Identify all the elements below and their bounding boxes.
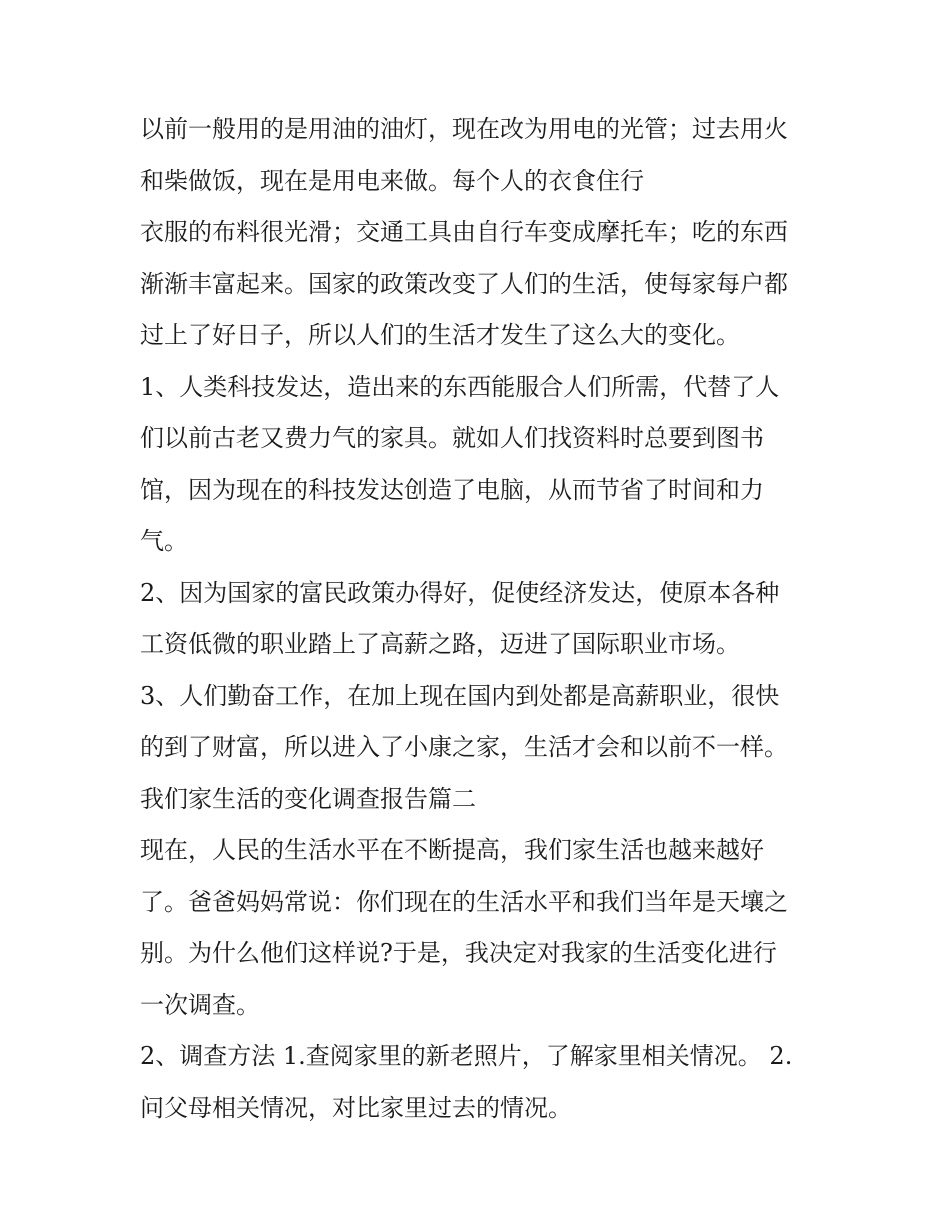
list-item-1-line: 们以前古老又费力气的家具。就如人们找资料时总要到图书 [140, 424, 764, 452]
text-line: 了。爸爸妈妈常说：你们现在的生活水平和我们当年是天壤之 [140, 887, 788, 916]
list-item-3-line: 的到了财富，所以进入了小康之家，生活才会和以前不一样。 [140, 733, 788, 761]
text-line: 一次调查。 [140, 990, 260, 1019]
text-line: 衣服的布料很光滑；交通工具由自行车变成摩托车；吃的东西 [140, 218, 788, 246]
section-heading: 我们家生活的变化调查报告篇二 [140, 784, 476, 813]
text-line: 过上了好日子，所以人们的生活才发生了这么大的变化。 [140, 321, 740, 349]
list-item-1-line: 馆，因为现在的科技发达创造了电脑，从而节省了时间和力 [140, 475, 764, 504]
text-line: 问父母相关情况，对比家里过去的情况。 [140, 1093, 572, 1122]
text-line: 以前一般用的是用油的油灯，现在改为用电的光管；过去用火 [140, 115, 788, 143]
text-line: 现在，人民的生活水平在不断提高，我们家生活也越来越好 [140, 836, 764, 864]
text-line: 2、调查方法 1.查阅家里的新老照片，了解家里相关情况。 2. [140, 1042, 793, 1070]
list-item-2-line: 2、因为国家的富民政策办得好，促使经济发达，使原本各种 [140, 578, 780, 607]
text-line: 别。为什么他们这样说?于是，我决定对我家的生活变化进行 [140, 939, 777, 967]
list-item-3-line: 3、人们勤奋工作，在加上现在国内到处都是高薪职业，很快 [140, 681, 780, 710]
list-item-2-line: 工资低微的职业踏上了高薪之路，迈进了国际职业市场。 [140, 630, 740, 658]
document-body [140, 104, 830, 1134]
list-item-1-line: 1、人类科技发达，造出来的东西能服合人们所需，代替了人 [140, 372, 780, 401]
text-line: 和柴做饭，现在是用电来做。每个人的衣食住行 [140, 166, 644, 195]
text-line: 渐渐丰富起来。国家的政策改变了人们的生活，使每家每户都 [140, 269, 788, 298]
list-item-1-line: 气。 [140, 527, 188, 555]
